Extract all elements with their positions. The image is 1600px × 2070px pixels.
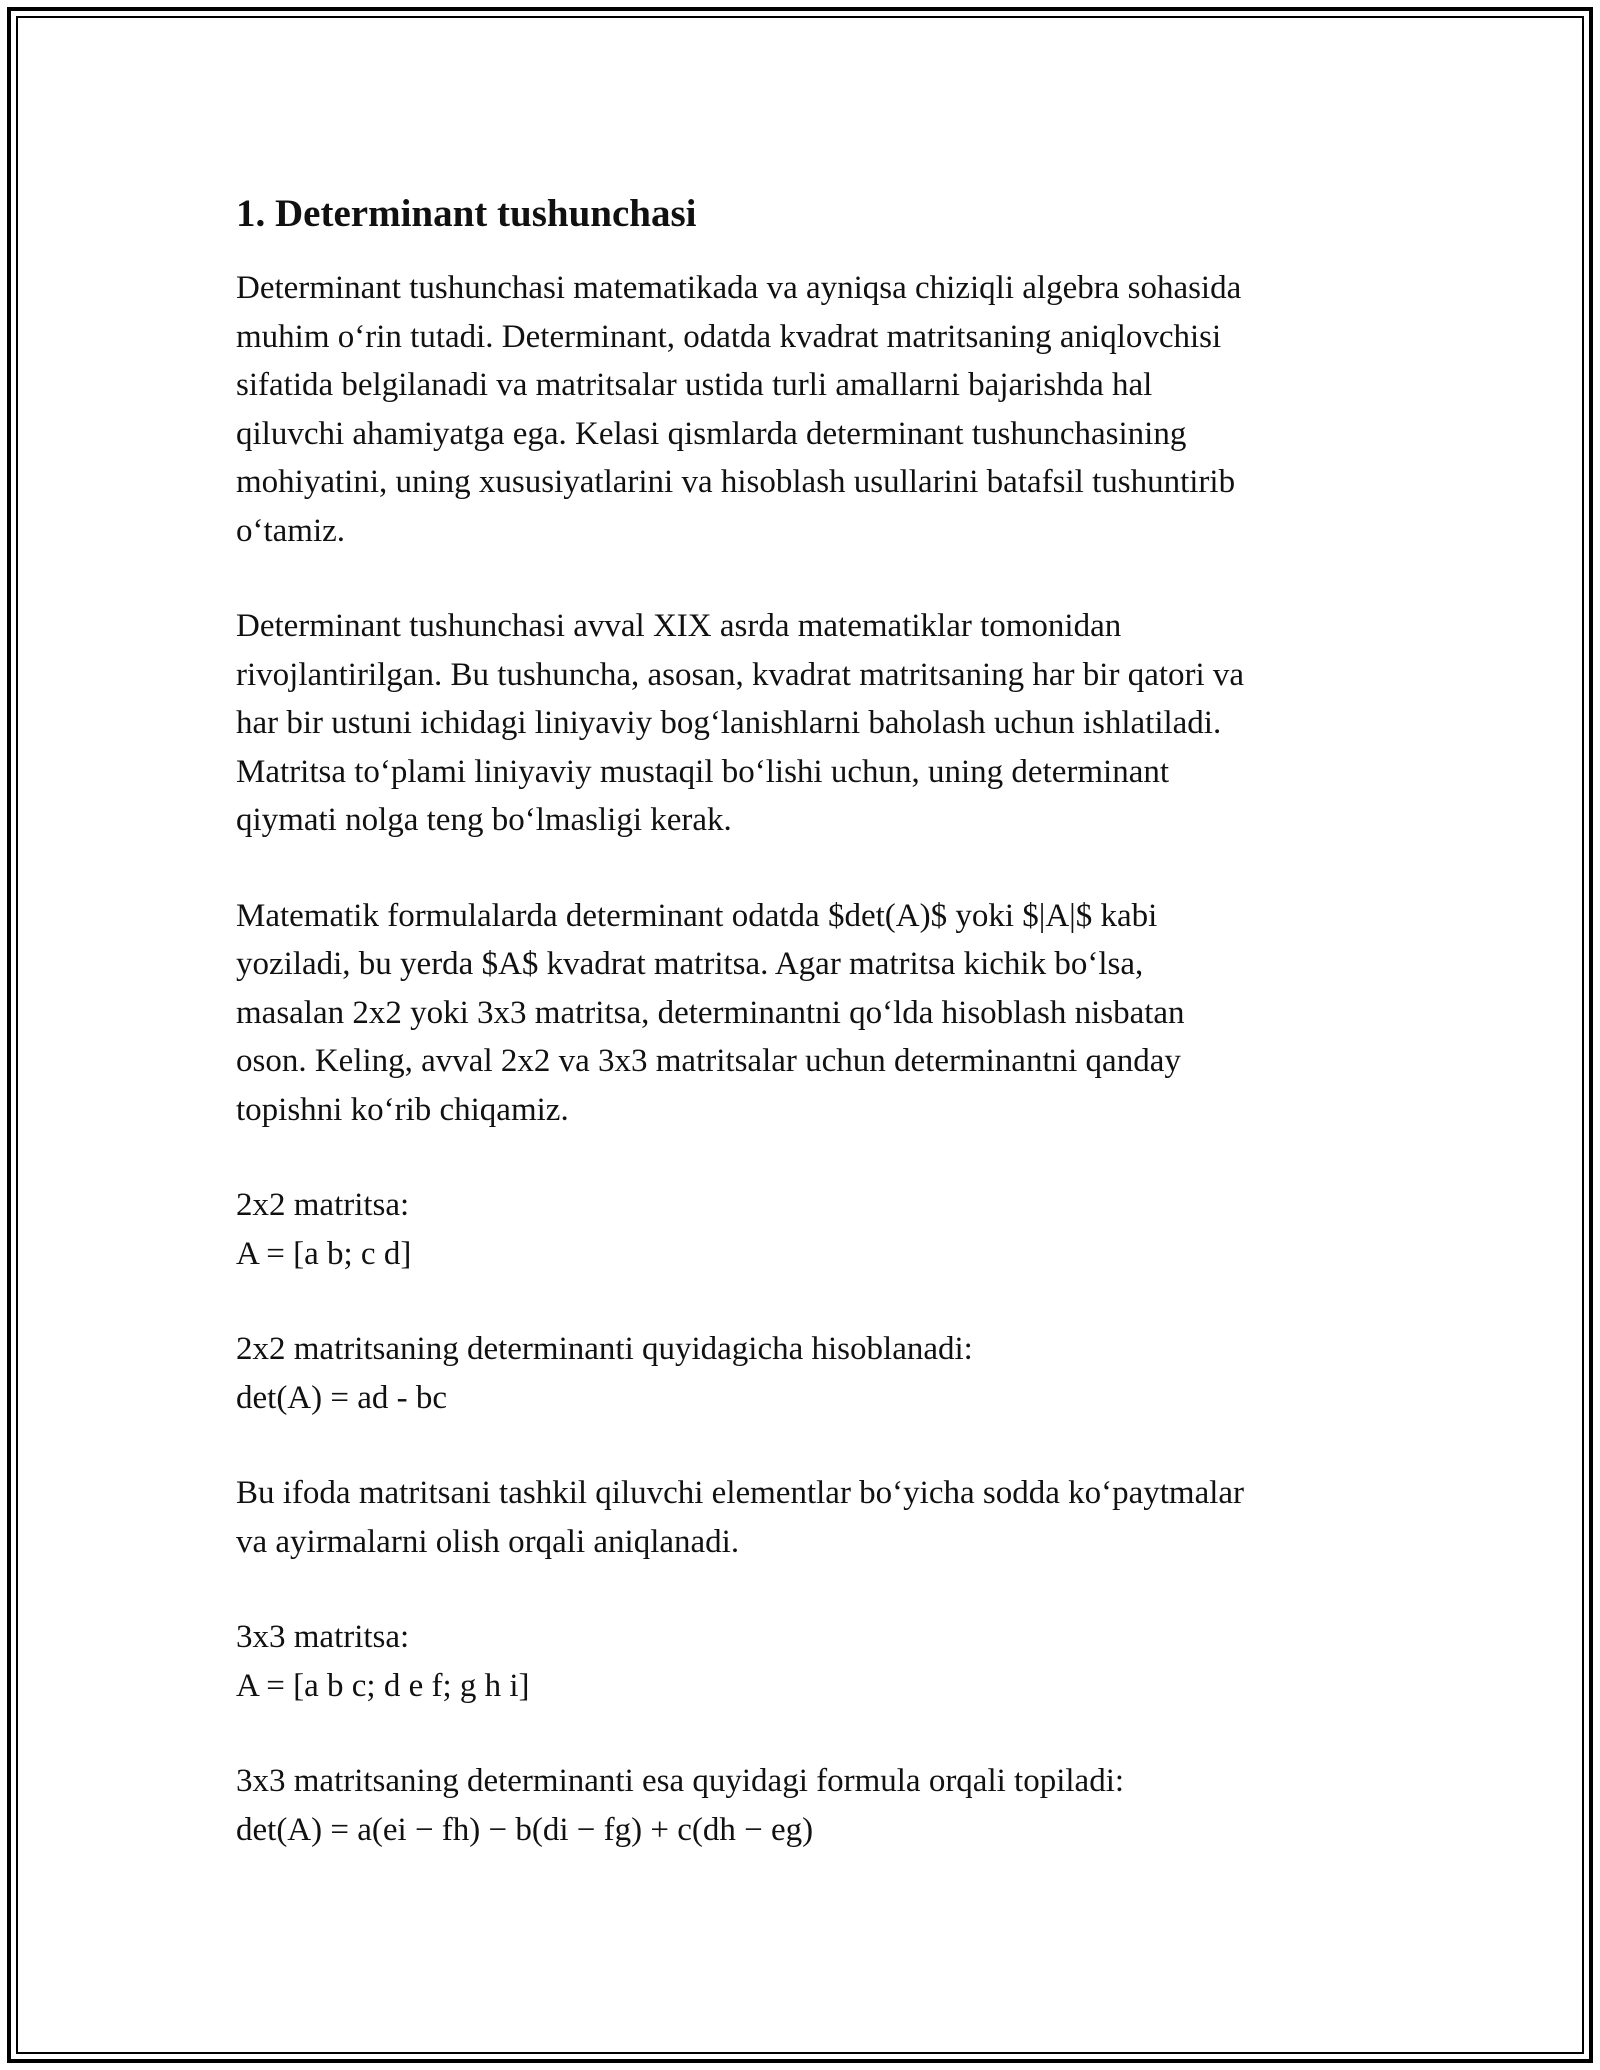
section-heading: 1. Determinant tushunchasi — [236, 192, 697, 235]
paragraph-history: Determinant tushunchasi avval XIX asrda matematiklar tomonidan rivojlantirilgan. Bu tushuncha, asosan, kvadrat matritsaning har bir qatori va har bir ustuni ichidagi liniyaviy bog‘lanishlarni baholash uchun ishlatiladi. Matritsa to‘plami liniyaviy mustaqil bo‘lishi uchun, uning determinant qiymati nolga teng bo‘lmasligi kerak. — [236, 608, 1245, 838]
paragraph-explanation: Bu ifoda matritsani tashkil qiluvchi elementlar bo‘yicha sodda ko‘paytmalar va ayirmalarni olish orqali aniqlanadi. — [236, 1475, 1245, 1560]
paragraph-introduction: Determinant tushunchasi matematikada va ayniqsa chiziqli algebra sohasida muhim o‘rin tutadi. Determinant, odatda kvadrat matritsaning aniqlovchisi sifatida belgilanadi va matritsalar ustida turli amallarni bajarishda hal qiluvchi ahamiyatga ega. Kelasi qismlarda determinant tushunchasining mohiyatini, uning xususiyatlarini va hisoblash usullarini batafsil tushuntirib o‘tamiz. — [236, 270, 1242, 549]
matrix-2x2-definition: 2x2 matritsa: A = [a b; c d] — [236, 1187, 412, 1272]
matrix-3x3-definition: 3x3 matritsa: A = [a b c; d e f; g h i] — [236, 1619, 530, 1704]
paragraph-notation: Matematik formulalarda determinant odatda $det(A)$ yoki $|A|$ kabi yoziladi, bu yerda $A$ kvadrat matritsa. Agar matritsa kichik bo‘lsa, masalan 2x2 yoki 3x3 matritsa, determinantni qo‘lda hisoblash nisbatan oson. Keling, avval 2x2 va 3x3 matritsalar uchun determinantni qanday topishni ko‘rib chiqamiz. — [236, 897, 1185, 1128]
determinant-3x3-formula: 3x3 matritsaning determinanti esa quyidagi formula orqali topiladi: det(A) = a(ei − fh) − b(di − fg) + c(dh − eg) — [236, 1763, 1125, 1848]
determinant-2x2-formula: 2x2 matritsaning determinanti quyidagicha hisoblanadi: det(A) = ad - bc — [236, 1331, 973, 1416]
document-body — [236, 186, 1386, 1854]
